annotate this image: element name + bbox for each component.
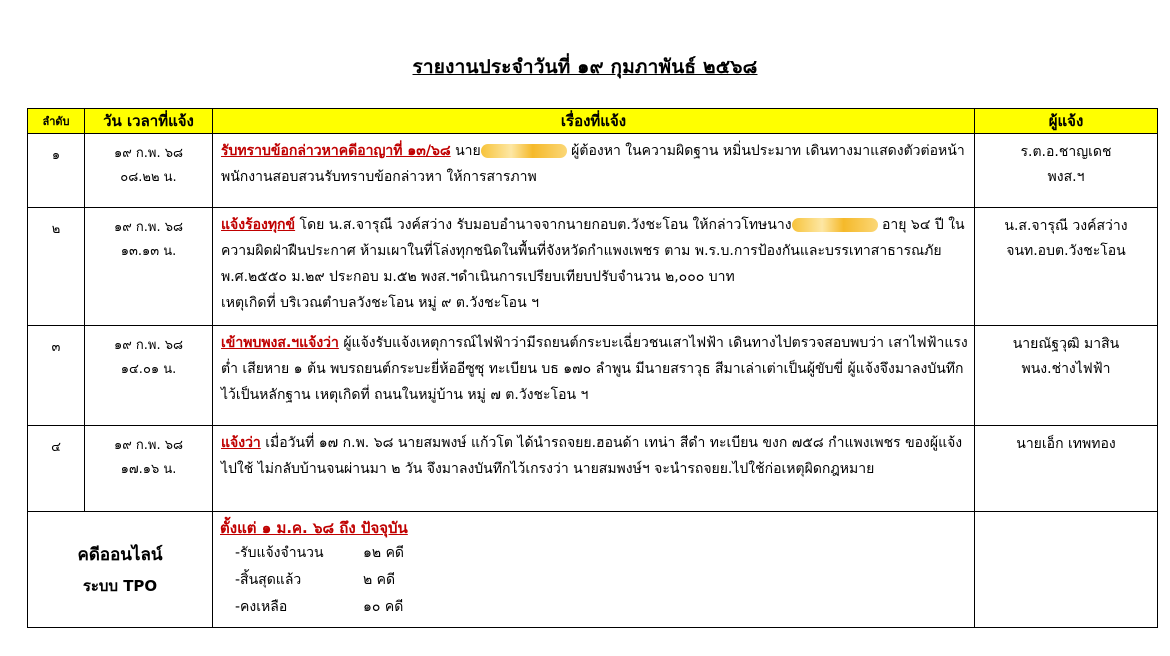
row-matter	[213, 326, 975, 426]
header-order: ลำดับ	[28, 109, 85, 134]
row-text: เมื่อวันที่ ๑๗ ก.พ. ๖๘ นายสมพงษ์ แก้วโต ได้นำรถจยย.ฮอนด้า เทน่า สีดำ ทะเบียน ขงก ๗๕๘ กำแพงเพชร ของผู้แจ้งไปใช้ ไม่กลับบ้านจนผ่านมา ๒ วัน จึงมาลงบันทึกไว้เกรงว่า นายสมพงษ์ฯ จะนำรถจยย.ไปใช้ก่อเหตุผิดกฎหมาย	[221, 435, 963, 477]
row-time: ๑๓.๑๓ น.	[120, 244, 177, 259]
reporter-name: น.ส.จารุณี วงค์สว่าง	[1004, 218, 1128, 234]
reporter-name: นายณัฐวุฒิ มาสิน	[1012, 336, 1120, 352]
row-text: ผู้ต้องหา ในความผิดฐาน หมิ่นประมาท เดินทางมาแสดงตัวต่อหน้าพนักงานสอบสวนรับทราบข้อกล่าวหา ให้การสารภาพ	[221, 143, 965, 185]
online-cases-summary	[213, 512, 975, 628]
row-reporter	[975, 326, 1158, 426]
row-date: ๑๙ ก.พ. ๖๘	[113, 338, 184, 353]
redaction-mark	[792, 218, 878, 232]
row-order: ๒	[28, 208, 85, 326]
row-time: ๑๗.๑๖ น.	[120, 462, 177, 477]
table-row	[28, 134, 1158, 208]
header-reporter: ผู้แจ้ง	[975, 109, 1158, 134]
reporter-position: พนง.ช่างไฟฟ้า	[1021, 361, 1111, 377]
online-label-title: คดีออนไลน์	[77, 544, 163, 565]
row-matter	[213, 134, 975, 208]
stat-label: -รับแจ้งจำนวน	[235, 545, 324, 561]
row-datetime	[85, 326, 213, 426]
reporter-name: ร.ต.อ.ชาญเดช	[1020, 144, 1112, 160]
row-date: ๑๙ ก.พ. ๖๘	[113, 146, 184, 161]
row-text: นาย	[450, 143, 481, 159]
daily-report-table	[27, 108, 1158, 628]
row-order: ๑	[28, 134, 85, 208]
row-text: อายุ ๖๔ ปี ในความผิดฝ่าฝืนประกาศ ห้ามเผาในที่โล่งทุกชนิดในพื้นที่จังหวัดกำแพงเพชร ตาม พ.ร.บ.การป้องกันและบรรเทาสาธารณภัย พ.ศ.๒๕๕๐ ม.๒๙ ประกอบ ม.๕๒ พงส.ฯดำเนินการเปรียบเทียบปรับจำนวน ๒,๐๐๐ บาท	[221, 217, 965, 285]
row-reporter	[975, 208, 1158, 326]
row-date: ๑๙ ก.พ. ๖๘	[113, 438, 184, 453]
header-matter: เรื่องที่แจ้ง	[213, 109, 975, 134]
table-row	[28, 208, 1158, 326]
row-date: ๑๙ ก.พ. ๖๘	[113, 220, 184, 235]
stat-label: -คงเหลือ	[235, 599, 288, 615]
row-heading: เข้าพบพงส.ฯแจ้งว่า	[221, 335, 339, 351]
row-time: ๑๔.๐๑ น.	[120, 362, 177, 377]
online-reporter-empty	[975, 512, 1158, 628]
row-heading: รับทราบข้อกล่าวหาคดีอาญาที่ ๑๓/๖๘	[221, 143, 451, 159]
row-reporter	[975, 426, 1158, 512]
stat-value: ๑๐ คดี	[363, 599, 404, 615]
online-since: ตั้งแต่ ๑ ม.ค. ๖๘ ถึง ปัจจุบัน	[220, 519, 408, 537]
row-matter	[213, 208, 975, 326]
row-datetime	[85, 426, 213, 512]
reporter-position: พงส.ฯ	[1047, 169, 1085, 185]
stat-value: ๑๒ คดี	[363, 545, 405, 561]
stat-line	[213, 594, 974, 621]
row-location: เหตุเกิดที่ บริเวณตำบลวังชะโอน หมู่ ๙ ต.วังชะโอน ฯ	[221, 295, 539, 311]
row-datetime	[85, 208, 213, 326]
row-time: ๐๘.๒๒ น.	[120, 170, 177, 185]
report-title: รายงานประจำวันที่ ๑๙ กุมภาพันธ์ ๒๕๖๘	[412, 56, 758, 78]
row-text: ผู้แจ้งรับแจ้งเหตุการณ์ไฟฟ้าว่ามีรถยนต์กระบะเฉี่ยวชนเสาไฟฟ้า เดินทางไปตรวจสอบพบว่า เสาไฟฟ้าแรงต่ำ เสียหาย ๑ ต้น พบรถยนต์กระบะยี่ห้ออีซูซุ ทะเบียน บธ ๑๗๐ ลำพูน มีนายสราวุธ สีมาเล่าเต่าเป็นผู้ขับขี่ ผู้แจ้งจึงมาลงบันทึกไว้เป็นหลักฐาน เหตุเกิดที่ ถนนในหมู่บ้าน หมู่ ๗ ต.วังชะโอน ฯ	[221, 335, 968, 403]
row-datetime	[85, 134, 213, 208]
table-row	[28, 326, 1158, 426]
stat-label: -สิ้นสุดแล้ว	[235, 572, 302, 588]
online-label-system: ระบบ TPO	[82, 576, 158, 595]
row-matter	[213, 426, 975, 512]
row-text: โดย น.ส.จารุณี วงค์สว่าง รับมอบอำนาจจากนายกอบต.วังชะโอน ให้กล่าวโทษนาง	[295, 217, 792, 233]
table-header-row	[28, 109, 1158, 134]
row-heading: แจ้งร้องทุกข์	[221, 217, 296, 233]
row-reporter	[975, 134, 1158, 208]
reporter-position: จนท.อบต.วังชะโอน	[1006, 243, 1126, 259]
row-order: ๓	[28, 326, 85, 426]
row-order: ๔	[28, 426, 85, 512]
stat-value: ๒ คดี	[363, 572, 396, 588]
stat-line	[213, 567, 974, 594]
table-row	[28, 426, 1158, 512]
reporter-name: นายเอ็ก เทพทอง	[1016, 436, 1116, 452]
row-heading: แจ้งว่า	[221, 435, 261, 451]
redaction-mark	[481, 144, 567, 158]
stat-line	[213, 540, 974, 567]
online-cases-row	[28, 512, 1158, 628]
header-datetime: วัน เวลาที่แจ้ง	[85, 109, 213, 134]
online-cases-label	[28, 512, 213, 628]
